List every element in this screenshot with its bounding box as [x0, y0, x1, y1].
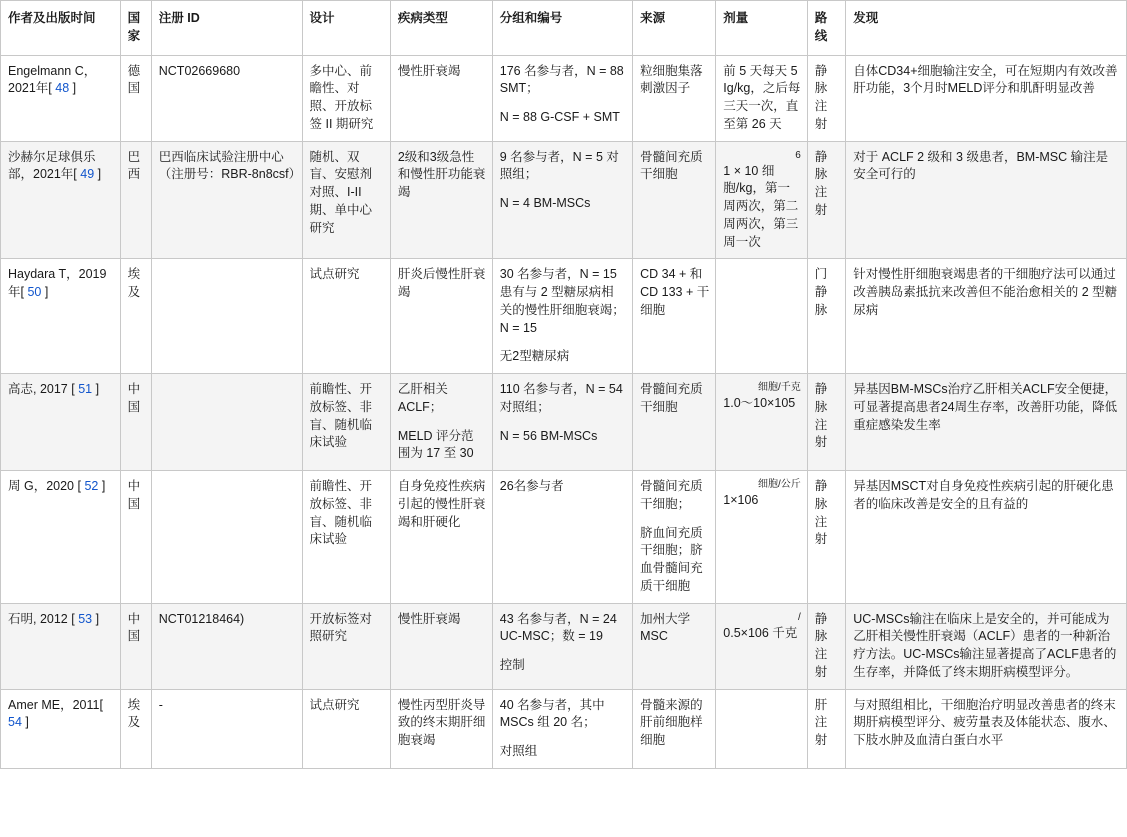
- spacer: [500, 417, 626, 428]
- reference-link[interactable]: 53: [78, 611, 93, 626]
- cell-findings: 自体CD34+细胞输注安全，可在短期内有效改善肝功能，3个月时MELD评分和肌酐明显改善: [846, 55, 1127, 141]
- table-row: [1, 471, 1127, 604]
- cell-dose: [716, 141, 807, 259]
- cell-findings: 对于 ACLF 2 级和 3 级患者，BM-MSC 输注是安全可行的: [846, 141, 1127, 259]
- cell-author: [1, 471, 121, 604]
- cell-author: [1, 141, 121, 259]
- author-text: Engelmann C，2021年[: [8, 63, 97, 96]
- cell-design: 前瞻性、开放标签、非盲、随机临床试验: [302, 374, 390, 471]
- spacer: [500, 98, 626, 109]
- dose-superscript: 细胞/公斤: [757, 479, 801, 491]
- grouping-line-1: 40 名参与者，其中 MSCs 组 20 名；: [499, 697, 605, 730]
- cell-design: 试点研究: [302, 259, 390, 374]
- cell-route: 静脉注射: [807, 141, 845, 259]
- column-header-design: 设计: [302, 1, 390, 56]
- cell-source: 加州大学MSC: [633, 603, 716, 689]
- cell-author: [1, 689, 121, 768]
- cell-dose: [716, 471, 807, 604]
- cell-findings: 异基因BM-MSCs治疗乙肝相关ACLF安全便捷，可显著提高患者24周生存率，改善肝功能，降低重症感染发生率: [846, 374, 1127, 471]
- grouping-line-2: N = 4 BM-MSCs: [499, 196, 591, 210]
- reference-link[interactable]: 48: [55, 81, 70, 96]
- cell-source: 骨髓间充质干细胞: [633, 141, 716, 259]
- cell-route: 静脉注射: [807, 603, 845, 689]
- cell-design: 随机、双盲、安慰剂对照、I-II 期、单中心研究: [302, 141, 390, 259]
- cell-registry-id: -: [151, 689, 302, 768]
- author-text: Amer ME，2011[: [8, 697, 103, 712]
- table-header-row: [1, 1, 1127, 56]
- column-header-country: 国家: [120, 1, 151, 56]
- grouping-line-2: N = 88 G-CSF + SMT: [499, 110, 620, 124]
- cell-grouping: 26名参与者: [492, 471, 632, 604]
- cell-grouping: [492, 374, 632, 471]
- cell-registry-id: [151, 259, 302, 374]
- cell-registry-id: NCT02669680: [151, 55, 302, 141]
- table-row: [1, 55, 1127, 141]
- cell-disease-type: 慢性肝衰竭: [390, 603, 492, 689]
- author-text-tail: ]: [92, 611, 100, 626]
- cell-country: 巴西: [120, 141, 151, 259]
- cell-source: 粒细胞集落刺激因子: [633, 55, 716, 141]
- disease-line-1: 乙肝相关ACLF；: [397, 382, 448, 414]
- cell-registry-id: 巴西临床试验注册中心（注册号：RBR-8n8csf）: [151, 141, 302, 259]
- spacer: [500, 646, 626, 657]
- spacer: [500, 732, 626, 743]
- cell-author: [1, 603, 121, 689]
- cell-disease-type: [390, 374, 492, 471]
- column-header-grouping: 分组和编号: [492, 1, 632, 56]
- cell-registry-id: NCT01218464): [151, 603, 302, 689]
- column-header-source: 来源: [633, 1, 716, 56]
- cell-grouping: [492, 603, 632, 689]
- column-header-dose: 剂量: [716, 1, 807, 56]
- cell-country: 中国: [120, 374, 151, 471]
- cell-disease-type: 自身免疫性疾病引起的慢性肝衰竭和肝硬化: [390, 471, 492, 604]
- dose-superscript: 细胞/千克: [757, 382, 801, 394]
- cell-grouping: [492, 689, 632, 768]
- reference-link[interactable]: 54: [8, 715, 22, 730]
- source-line-2: 脐血间充质干细胞；脐血骨髓间充质干细胞: [640, 525, 703, 593]
- cell-author: [1, 55, 121, 141]
- cell-disease-type: 肝炎后慢性肝衰竭: [390, 259, 492, 374]
- cell-dose: [716, 374, 807, 471]
- cell-dose: [716, 259, 807, 374]
- cell-source: CD 34 + 和 CD 133 + 干细胞: [633, 259, 716, 374]
- author-text: Haydara T，2019年[: [8, 267, 107, 300]
- cell-disease-type: 慢性肝衰竭: [390, 55, 492, 141]
- cell-source: [633, 471, 716, 604]
- table-row: [1, 259, 1127, 374]
- author-text: 沙赫尔足球俱乐部，2021年[: [8, 149, 96, 182]
- table-row: [1, 689, 1127, 768]
- grouping-line-2: 对照组: [499, 744, 538, 759]
- dose-superscript: 6: [795, 149, 801, 161]
- author-text-tail: ]: [21, 715, 29, 730]
- cell-source: 骨髓来源的肝前细胞样细胞: [633, 689, 716, 768]
- author-text: 石明, 2012 [: [8, 611, 79, 626]
- cell-grouping: [492, 259, 632, 374]
- cell-findings: 针对慢性肝细胞衰竭患者的干细胞疗法可以通过改善胰岛素抵抗来改善但不能治愈相关的 2 型糖尿病: [846, 259, 1127, 374]
- cell-design: 试点研究: [302, 689, 390, 768]
- author-text-tail: ]: [92, 382, 100, 397]
- dose-superscript: /: [797, 611, 801, 623]
- author-text-tail: ]: [41, 285, 49, 300]
- grouping-line-1: 176 名参与者，N = 88 SMT；: [499, 63, 624, 96]
- disease-line-2: MELD 评分范围为 17 至 30: [397, 428, 474, 461]
- author-text: 高志, 2017 [: [8, 382, 79, 397]
- dose-text: 前 5 天每天 5 Ig/kg，之后每三天一次，直至第 26 天: [723, 63, 801, 131]
- spacer: [640, 514, 709, 525]
- cell-route: 静脉注射: [807, 471, 845, 604]
- cell-registry-id: [151, 471, 302, 604]
- cell-grouping: [492, 141, 632, 259]
- cell-design: 多中心、前瞻性、对照、开放标签 II 期研究: [302, 55, 390, 141]
- column-header-disease-type: 疾病类型: [390, 1, 492, 56]
- reference-link[interactable]: 51: [78, 382, 93, 397]
- author-text-tail: ]: [98, 479, 106, 494]
- cell-route: 静脉注射: [807, 374, 845, 471]
- cell-disease-type: 2级和3级急性和慢性肝功能衰竭: [390, 141, 492, 259]
- cell-findings: 异基因MSCT对自身免疫性疾病引起的肝硬化患者的临床改善是安全的且有益的: [846, 471, 1127, 604]
- cell-author: [1, 259, 121, 374]
- reference-link[interactable]: 52: [84, 479, 99, 494]
- cell-design: 开放标签对照研究: [302, 603, 390, 689]
- cell-route: 静脉注射: [807, 55, 845, 141]
- table-row: [1, 374, 1127, 471]
- grouping-line-1: 30 名参与者，N = 15 患有与 2 型糖尿病相关的慢性肝细胞衰竭；N = 15: [499, 267, 625, 335]
- cell-dose: [716, 55, 807, 141]
- column-header-route: 路线: [807, 1, 845, 56]
- column-header-author: 作者及出版时间: [1, 1, 121, 56]
- cell-country: 中国: [120, 603, 151, 689]
- reference-link[interactable]: 50: [27, 285, 42, 300]
- spacer: [500, 337, 626, 348]
- cell-design: 前瞻性、开放标签、非盲、随机临床试验: [302, 471, 390, 604]
- cell-registry-id: [151, 374, 302, 471]
- author-text-tail: ]: [69, 81, 77, 96]
- cell-country: 埃及: [120, 259, 151, 374]
- dose-text: 0.5×106 千克: [723, 625, 798, 640]
- grouping-line-2: 无2型糖尿病: [499, 349, 570, 364]
- column-header-registry-id: 注册 ID: [151, 1, 302, 56]
- dose-text: 1×106: [723, 493, 759, 508]
- cell-grouping: [492, 55, 632, 141]
- cell-dose: [716, 689, 807, 768]
- reference-link[interactable]: 49: [80, 167, 95, 182]
- spacer: [500, 184, 626, 195]
- dose-text: 1 × 10 细胞/kg，第一周两次，第二周两次，第三周一次: [723, 163, 799, 249]
- grouping-line-1: 9 名参与者，N = 5 对照组；: [499, 149, 619, 182]
- spacer: [398, 417, 486, 428]
- cell-route: 肝注射: [807, 689, 845, 768]
- cell-country: 埃及: [120, 689, 151, 768]
- dose-text: 1.0～10×105: [723, 396, 796, 411]
- cell-findings: 与对照组相比，干细胞治疗明显改善患者的终末期肝病模型评分、疲劳量表及体能状态、腹水、下肢水肿及血清白蛋白水平: [846, 689, 1127, 768]
- author-text-tail: ]: [94, 167, 102, 182]
- table-row: [1, 603, 1127, 689]
- cell-country: 德国: [120, 55, 151, 141]
- grouping-line-1: 110 名参与者，N = 54 对照组；: [499, 382, 623, 414]
- grouping-line-2: N = 56 BM-MSCs: [499, 428, 598, 443]
- cell-source: 骨髓间充质干细胞: [633, 374, 716, 471]
- cell-disease-type: 慢性丙型肝炎导致的终末期肝细胞衰竭: [390, 689, 492, 768]
- author-text: 周 G，2020 [: [8, 479, 85, 494]
- grouping-line-2: 控制: [499, 658, 525, 673]
- cell-findings: UC-MSCs输注在临床上是安全的，并可能成为乙肝相关慢性肝衰竭（ACLF）患者的一种新治疗方法。UC-MSCs输注显著提高了ACLF患者的生存率，并降低了终末期肝病模型评分。: [846, 603, 1127, 689]
- table-row: [1, 141, 1127, 259]
- column-header-findings: 发现: [846, 1, 1127, 56]
- source-line-1: 骨髓间充质干细胞；: [640, 479, 703, 511]
- grouping-line-1: 43 名参与者，N = 24 UC-MSC；数 = 19: [499, 611, 617, 644]
- cell-author: [1, 374, 121, 471]
- cell-dose: [716, 603, 807, 689]
- cell-route: 门静脉: [807, 259, 845, 374]
- cell-country: 中国: [120, 471, 151, 604]
